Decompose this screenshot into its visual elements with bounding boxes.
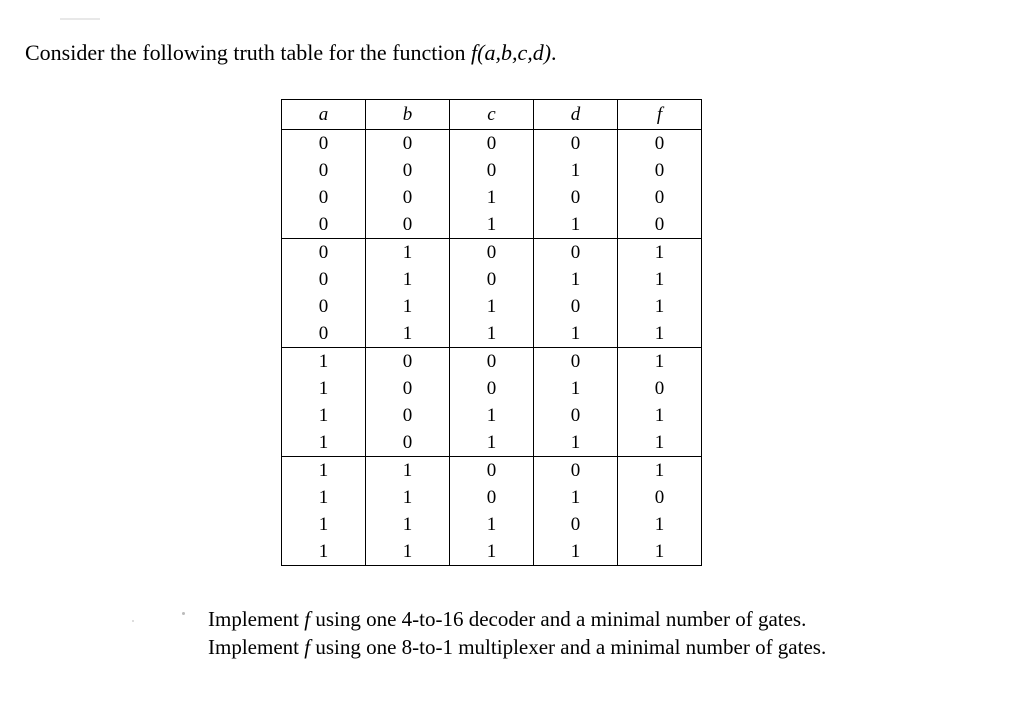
cell-c: 0 (450, 375, 534, 402)
cell-c: 0 (450, 484, 534, 511)
cell-a: 0 (282, 157, 366, 184)
table-row (282, 375, 702, 402)
intro-text: Consider the following truth table for the function (25, 40, 466, 65)
cell-c: 1 (450, 538, 534, 566)
table-row (282, 211, 702, 239)
cell-b: 1 (366, 511, 450, 538)
table-row (282, 130, 702, 158)
table-row (282, 457, 702, 485)
bullet-mark (182, 612, 185, 615)
cell-a: 0 (282, 266, 366, 293)
cell-f: 1 (618, 266, 702, 293)
intro-period: . (551, 40, 557, 65)
cell-d: 1 (534, 266, 618, 293)
cell-f: 0 (618, 211, 702, 239)
table-row (282, 429, 702, 457)
cell-b: 1 (366, 293, 450, 320)
cell-c: 0 (450, 157, 534, 184)
cell-f: 0 (618, 484, 702, 511)
cell-c: 0 (450, 239, 534, 267)
cell-f: 0 (618, 375, 702, 402)
cell-a: 0 (282, 239, 366, 267)
task-multiplexer (208, 633, 826, 661)
cell-a: 1 (282, 457, 366, 485)
cell-f: 0 (618, 130, 702, 158)
cell-a: 0 (282, 184, 366, 211)
cell-f: 0 (618, 184, 702, 211)
cell-c: 1 (450, 211, 534, 239)
scan-mark (60, 18, 100, 20)
cell-a: 1 (282, 484, 366, 511)
table-row (282, 184, 702, 211)
task-decoder-post: using one 4-to-16 decoder and a minimal number of gates. (310, 607, 807, 631)
task-decoder (208, 605, 826, 633)
cell-b: 0 (366, 402, 450, 429)
cell-c: 1 (450, 320, 534, 348)
cell-d: 1 (534, 157, 618, 184)
cell-d: 1 (534, 320, 618, 348)
cell-c: 0 (450, 348, 534, 376)
cell-b: 0 (366, 429, 450, 457)
cell-d: 1 (534, 211, 618, 239)
cell-c: 1 (450, 429, 534, 457)
function-signature: f(a,b,c,d) (471, 40, 552, 65)
task-multiplexer-post: using one 8-to-1 multiplexer and a minimal number of gates. (310, 635, 827, 659)
cell-f: 0 (618, 157, 702, 184)
cell-b: 0 (366, 157, 450, 184)
header-c: c (450, 100, 534, 130)
cell-a: 1 (282, 429, 366, 457)
cell-a: 1 (282, 511, 366, 538)
task-list (208, 605, 826, 661)
truth-table-header-row (282, 100, 702, 130)
cell-b: 0 (366, 130, 450, 158)
table-row (282, 157, 702, 184)
task-multiplexer-pre: Implement (208, 635, 305, 659)
cell-b: 1 (366, 239, 450, 267)
task-decoder-fn: f (304, 607, 311, 631)
cell-c: 1 (450, 293, 534, 320)
cell-c: 0 (450, 457, 534, 485)
cell-b: 0 (366, 211, 450, 239)
cell-c: 1 (450, 184, 534, 211)
cell-f: 1 (618, 457, 702, 485)
cell-b: 1 (366, 266, 450, 293)
table-row (282, 402, 702, 429)
table-row (282, 511, 702, 538)
intro-sentence (25, 40, 557, 66)
table-row (282, 320, 702, 348)
cell-b: 0 (366, 184, 450, 211)
header-f: f (618, 100, 702, 130)
cell-d: 0 (534, 293, 618, 320)
header-a: a (282, 100, 366, 130)
cell-f: 1 (618, 429, 702, 457)
cell-b: 1 (366, 320, 450, 348)
table-row (282, 538, 702, 566)
table-row (282, 293, 702, 320)
cell-d: 0 (534, 402, 618, 429)
truth-table (281, 99, 702, 566)
cell-a: 1 (282, 375, 366, 402)
scan-dot (132, 620, 134, 622)
cell-d: 1 (534, 538, 618, 566)
cell-f: 1 (618, 239, 702, 267)
cell-a: 0 (282, 211, 366, 239)
table-row (282, 266, 702, 293)
cell-a: 1 (282, 402, 366, 429)
cell-b: 1 (366, 484, 450, 511)
cell-b: 0 (366, 348, 450, 376)
cell-a: 1 (282, 538, 366, 566)
cell-d: 0 (534, 130, 618, 158)
cell-b: 0 (366, 375, 450, 402)
cell-d: 0 (534, 511, 618, 538)
cell-a: 1 (282, 348, 366, 376)
cell-d: 1 (534, 484, 618, 511)
cell-f: 1 (618, 348, 702, 376)
header-d: d (534, 100, 618, 130)
cell-d: 0 (534, 184, 618, 211)
cell-f: 1 (618, 402, 702, 429)
cell-d: 0 (534, 348, 618, 376)
cell-c: 0 (450, 266, 534, 293)
table-row (282, 348, 702, 376)
cell-d: 1 (534, 429, 618, 457)
cell-a: 0 (282, 320, 366, 348)
table-row (282, 484, 702, 511)
cell-c: 1 (450, 511, 534, 538)
cell-f: 1 (618, 293, 702, 320)
cell-b: 1 (366, 457, 450, 485)
cell-d: 1 (534, 375, 618, 402)
task-decoder-pre: Implement (208, 607, 305, 631)
table-row (282, 239, 702, 267)
header-b: b (366, 100, 450, 130)
cell-f: 1 (618, 538, 702, 566)
cell-c: 0 (450, 130, 534, 158)
cell-d: 0 (534, 457, 618, 485)
cell-f: 1 (618, 511, 702, 538)
cell-f: 1 (618, 320, 702, 348)
cell-c: 1 (450, 402, 534, 429)
cell-d: 0 (534, 239, 618, 267)
task-multiplexer-fn: f (304, 635, 311, 659)
cell-b: 1 (366, 538, 450, 566)
truth-table-body (282, 130, 702, 566)
cell-a: 0 (282, 293, 366, 320)
cell-a: 0 (282, 130, 366, 158)
